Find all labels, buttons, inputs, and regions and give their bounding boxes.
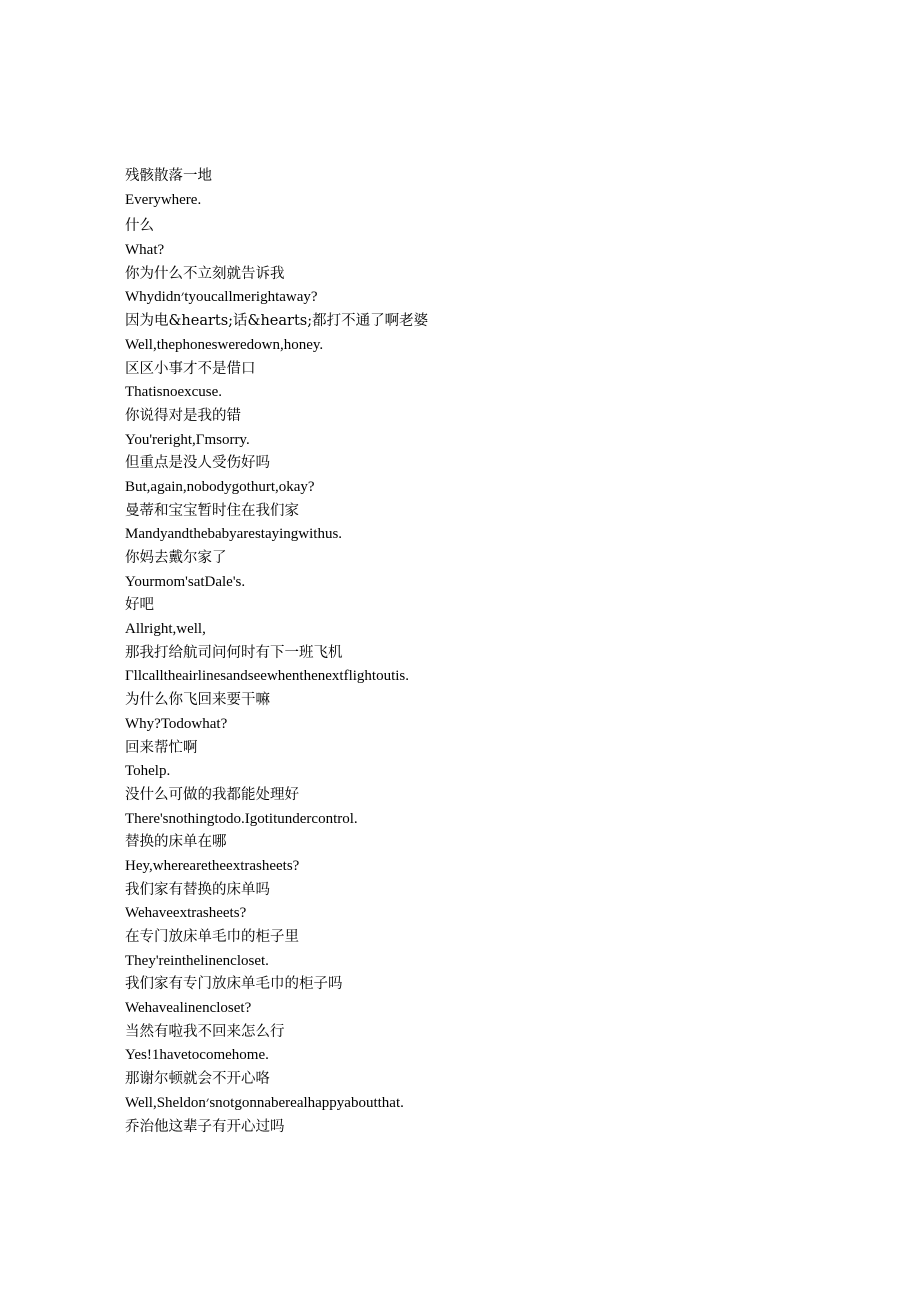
- transcript-line: 在专门放床单毛巾的柜子里: [125, 929, 299, 945]
- transcript-line: 因为电&hearts;话&hearts;都打不通了啊老婆: [125, 313, 429, 330]
- transcript-line: 区区小事才不是借口: [125, 360, 256, 377]
- transcript-line: Whydidn׳tyoucallmerightaway?: [125, 289, 318, 306]
- transcript-line: 你妈去戴尔家了: [125, 550, 227, 566]
- transcript-line: You'reright,Γmsorry.: [125, 431, 250, 448]
- transcript-line: 回来帮忙啊: [125, 739, 198, 756]
- transcript-line: Thatisnoexcuse.: [125, 384, 223, 401]
- transcript-line: But,again,nobodygothurt,okay?: [125, 478, 315, 495]
- transcript-line: 为什么你飞回来要干嘛: [125, 692, 270, 709]
- transcript-line: 好吧: [125, 597, 154, 614]
- transcript-line: 曼蒂和宝宝暂时住在我们家: [125, 502, 299, 519]
- transcript-line: 那我打给航司问何时有下一班飞机: [125, 644, 343, 661]
- transcript-line: Hey,wherearetheextrasheets?: [125, 857, 300, 874]
- transcript-line: 什么: [125, 218, 154, 235]
- transcript-line: They'reinthelinencloset.: [125, 952, 269, 969]
- transcript-line: Tohelp.: [125, 763, 171, 780]
- transcript-line: 替换的床单在哪: [125, 834, 227, 851]
- transcript-line: 但重点是没人受伤好吗: [125, 455, 270, 472]
- transcript-line: There'snothingtodo.Igotitundercontrol.: [125, 810, 358, 827]
- transcript-line: Γllcalltheairlinesandseewhenthenextflightoutis.: [125, 668, 410, 685]
- transcript-line: 当然有啦我不回来怎么行: [125, 1023, 285, 1040]
- transcript-line: Well,Sheldon׳snotgonnaberealhappyaboutthat.: [125, 1094, 404, 1111]
- transcript-line: Yourmom'satDale's.: [125, 573, 246, 590]
- transcript-line: Wehaveextrasheets?: [125, 905, 247, 922]
- transcript-line: 我们家有替换的床单吗: [125, 881, 270, 898]
- transcript-line: 你为什么不立刻就告诉我: [125, 265, 285, 282]
- transcript-line: Well,thephonesweredown,honey.: [125, 336, 324, 353]
- transcript-line: Why?Todowhat?: [125, 715, 228, 732]
- transcript-line: 你说得对是我的错: [125, 407, 241, 424]
- transcript-line: 乔治他这辈子有开心过吗: [125, 1118, 285, 1135]
- transcript-line: Yes!1havetocomehome.: [125, 1047, 269, 1064]
- subtitle-transcript: [125, 165, 885, 1139]
- transcript-line: 没什么可做的我都能处理好: [125, 786, 299, 803]
- transcript-line: 残骸散落一地: [125, 168, 212, 184]
- transcript-line: Mandyandthebabyarestayingwithus.: [125, 526, 343, 543]
- transcript-line: Wehavealinencloset?: [125, 1000, 252, 1017]
- transcript-line: Allright,well,: [125, 621, 206, 638]
- transcript-line: 我们家有专门放床单毛巾的柜子吗: [125, 976, 343, 993]
- transcript-line: Everywhere.: [125, 191, 202, 208]
- transcript-line: What?: [125, 242, 165, 259]
- transcript-line: 那谢尔顿就会不开心咯: [125, 1071, 270, 1088]
